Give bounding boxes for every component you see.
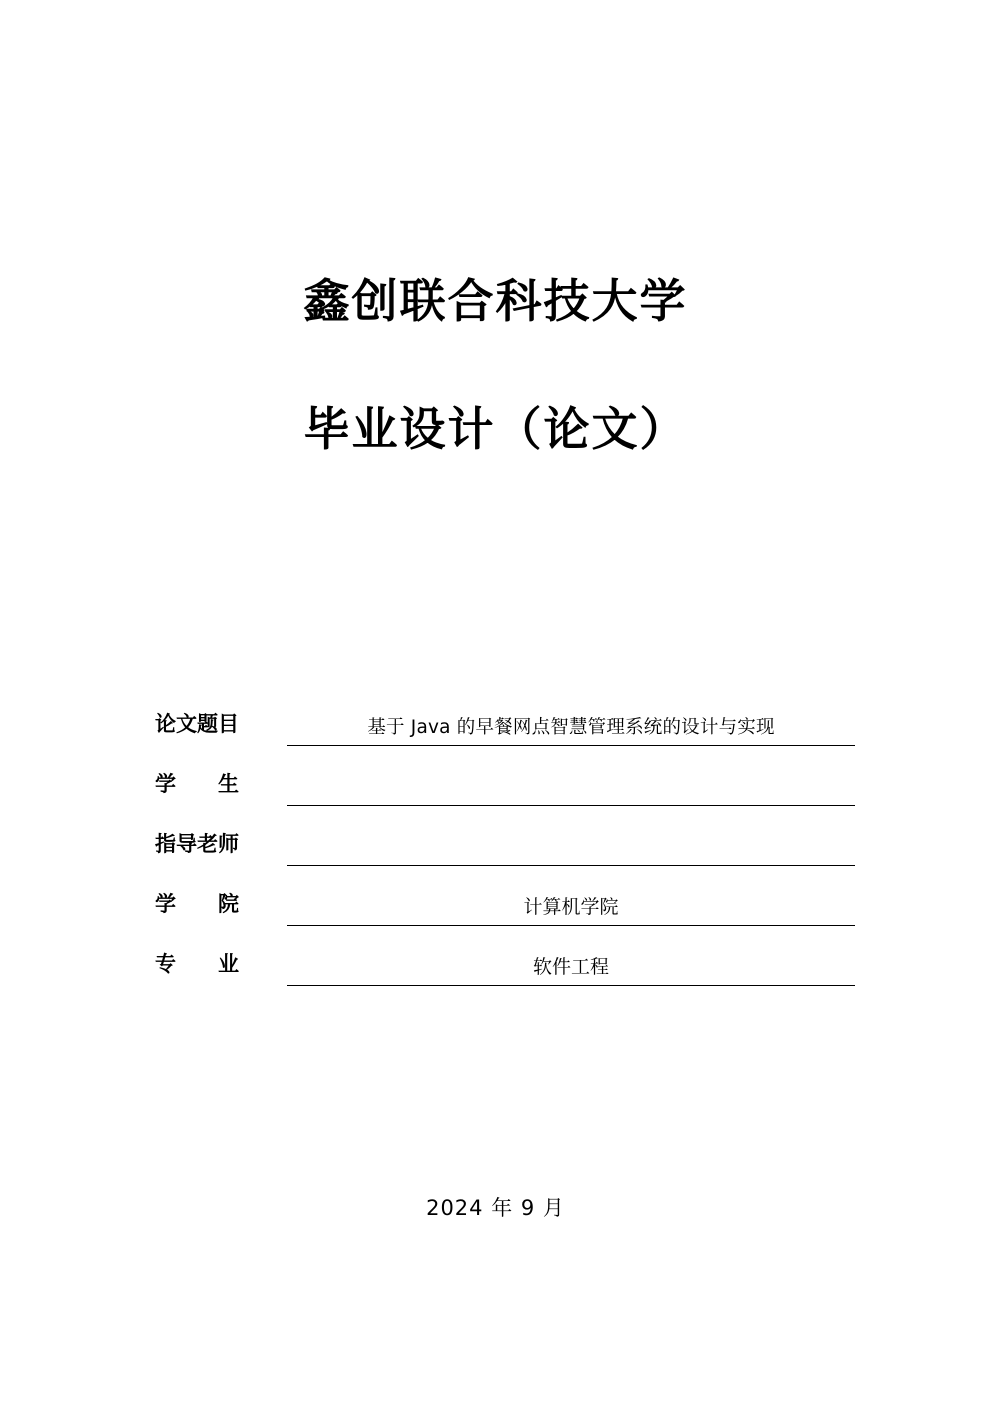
document-date: 2024 年 9 月 [426, 1196, 565, 1220]
field-value-supervisor [287, 838, 855, 866]
table-row [155, 686, 855, 746]
field-label-student: 学 生 [155, 772, 239, 796]
field-label-thesis-title: 论文题目 [155, 712, 239, 736]
table-row [155, 806, 855, 866]
field-value-college: 计算机学院 [287, 892, 855, 926]
field-value-student [287, 778, 855, 806]
field-label-college: 学 院 [155, 892, 239, 916]
table-row [155, 926, 855, 986]
field-value-thesis-title: 基于 Java 的早餐网点智慧管理系统的设计与实现 [287, 713, 855, 746]
university-name: 鑫创联合科技大学 [303, 274, 688, 328]
document-type-title: 毕业设计（论文） [303, 402, 688, 456]
field-label-major: 专 业 [155, 952, 239, 976]
info-table [155, 686, 855, 986]
table-row [155, 746, 855, 806]
field-value-major: 软件工程 [287, 952, 855, 986]
table-row [155, 866, 855, 926]
title-block [0, 274, 991, 456]
field-label-supervisor: 指导老师 [155, 832, 239, 856]
